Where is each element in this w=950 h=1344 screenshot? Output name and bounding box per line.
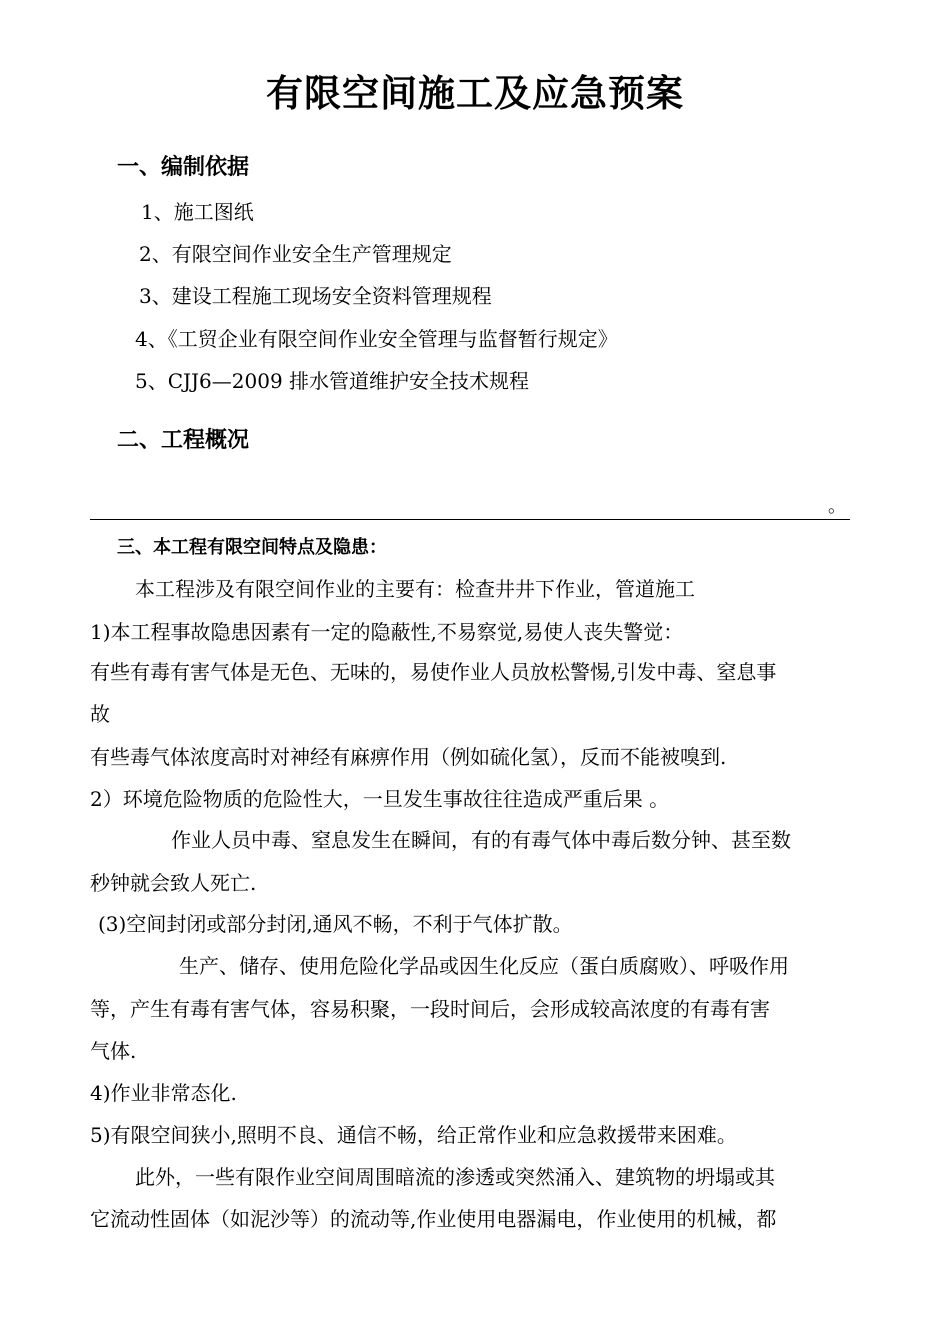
- basis-item: 5、CJJ6—2009 排水管道维护安全技术规程: [135, 369, 530, 393]
- blank-fill-line: [90, 519, 850, 520]
- basis-item: 3、建设工程施工现场安全资料管理规程: [139, 284, 492, 308]
- section-heading-hazards: 三、本工程有限空间特点及隐患：: [117, 537, 387, 558]
- paragraph-line: 2）环境危险物质的危险性大，一旦发生事故往往造成严重后果 。: [90, 787, 670, 811]
- paragraph-line: 故: [90, 702, 110, 726]
- basis-item: 4、《工贸企业有限空间作业安全管理与监督暂行规定》: [135, 327, 618, 351]
- paragraph-line: 气体.: [90, 1039, 137, 1063]
- section-heading-overview: 二、工程概况: [117, 428, 250, 453]
- paragraph-line: 本工程涉及有限空间作业的主要有：检查井井下作业，管道施工: [135, 577, 695, 601]
- paragraph-line: 有些有毒有害气体是无色、无味的，易使作业人员放松警惕,引发中毒、窒息事: [90, 660, 777, 684]
- paragraph-line: 作业人员中毒、窒息发生在瞬间，有的有毒气体中毒后数分钟、甚至数: [171, 828, 791, 852]
- paragraph-line: 生产、储存、使用危险化学品或因生化反应（蛋白质腐败）、呼吸作用: [179, 954, 789, 978]
- paragraph-line: 此外，一些有限作业空间周围暗流的渗透或突然涌入、建筑物的坍塌或其: [135, 1165, 775, 1189]
- paragraph-line: 5)有限空间狭小,照明不良、通信不畅，给正常作业和应急救援带来困难。: [90, 1123, 737, 1147]
- section-heading-basis: 一、编制依据: [117, 155, 250, 180]
- basis-item: 1、施工图纸: [141, 200, 254, 224]
- basis-item: 2、有限空间作业安全生产管理规定: [139, 242, 452, 266]
- paragraph-line: 有些毒气体浓度高时对神经有麻痹作用（例如硫化氢），反而不能被嗅到.: [90, 745, 727, 769]
- paragraph-line: (3)空间封闭或部分封闭,通风不畅，不利于气体扩散。: [98, 912, 573, 936]
- document-title: 有限空间施工及应急预案: [266, 72, 684, 115]
- paragraph-line: 4)作业非常态化.: [90, 1081, 237, 1105]
- paragraph-line: 等，产生有毒有害气体，容易积聚，一段时间后，会形成较高浓度的有毒有害: [90, 997, 770, 1021]
- paragraph-line: 它流动性固体（如泥沙等）的流动等,作业使用电器漏电，作业使用的机械，都: [90, 1207, 777, 1231]
- paragraph-line: 秒钟就会致人死亡.: [90, 871, 257, 895]
- paragraph-line: 1)本工程事故隐患因素有一定的隐蔽性,不易察觉,易使人丧失警觉：: [90, 620, 684, 644]
- blank-line-end-mark: 。: [828, 496, 846, 517]
